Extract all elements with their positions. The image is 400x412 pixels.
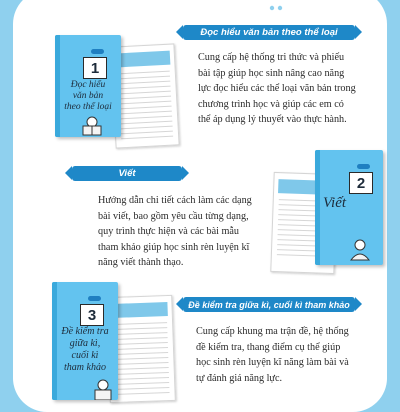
- book-3-cover: [52, 282, 118, 400]
- thinking-child-icon: [90, 378, 116, 400]
- book-2-title: Viết: [323, 195, 347, 211]
- section-3-banner: Đề kiểm tra giữa kì, cuối kì tham khảo: [183, 297, 355, 312]
- book-1-illustration: [55, 35, 185, 150]
- book-2-illustration: [270, 150, 390, 275]
- section-2-description: Hướng dẫn chi tiết cách làm các dạng bài viết, bao gồm yêu cầu từng dạng, quy trình thực hiện và các bài mẫu tham khảo giúp học sinh rèn luyện kĩ năng viết thành thạo.: [98, 195, 252, 269]
- book-3-illustration: [52, 282, 182, 400]
- book-1-title: Đọc hiểu văn bản theo thể loại: [64, 80, 112, 112]
- book-2-number: 2: [349, 172, 373, 194]
- decorative-dots: [268, 2, 290, 14]
- section-1-description: Cung cấp hệ thống tri thức và phiếu bài tập giúp học sinh nâng cao năng lực đọc hiểu các thể loại văn bản trong chương trình học và giúp các em có thể áp dụng lý thuyết vào thực hành.: [198, 52, 356, 126]
- book-1-number: 1: [83, 57, 107, 79]
- section-1-banner: Đọc hiểu văn bản theo thể loại: [183, 25, 355, 40]
- section-3-description: Cung cấp khung ma trận đề, hệ thống đề kiểm tra, thang điểm cụ thể giúp học sinh rèn luyện kĩ năng làm bài và tự đánh giá năng lực.: [196, 326, 349, 384]
- book-3-title: Đề kiểm tra giữa kì, cuối kì tham khảo: [61, 326, 109, 373]
- book-1-cover: [55, 35, 121, 137]
- reading-child-icon: [77, 115, 107, 137]
- writing-child-icon: [345, 238, 375, 262]
- book-3-number: 3: [80, 304, 104, 326]
- section-2-banner: Viết: [72, 166, 182, 181]
- book-2-cover: [315, 150, 383, 265]
